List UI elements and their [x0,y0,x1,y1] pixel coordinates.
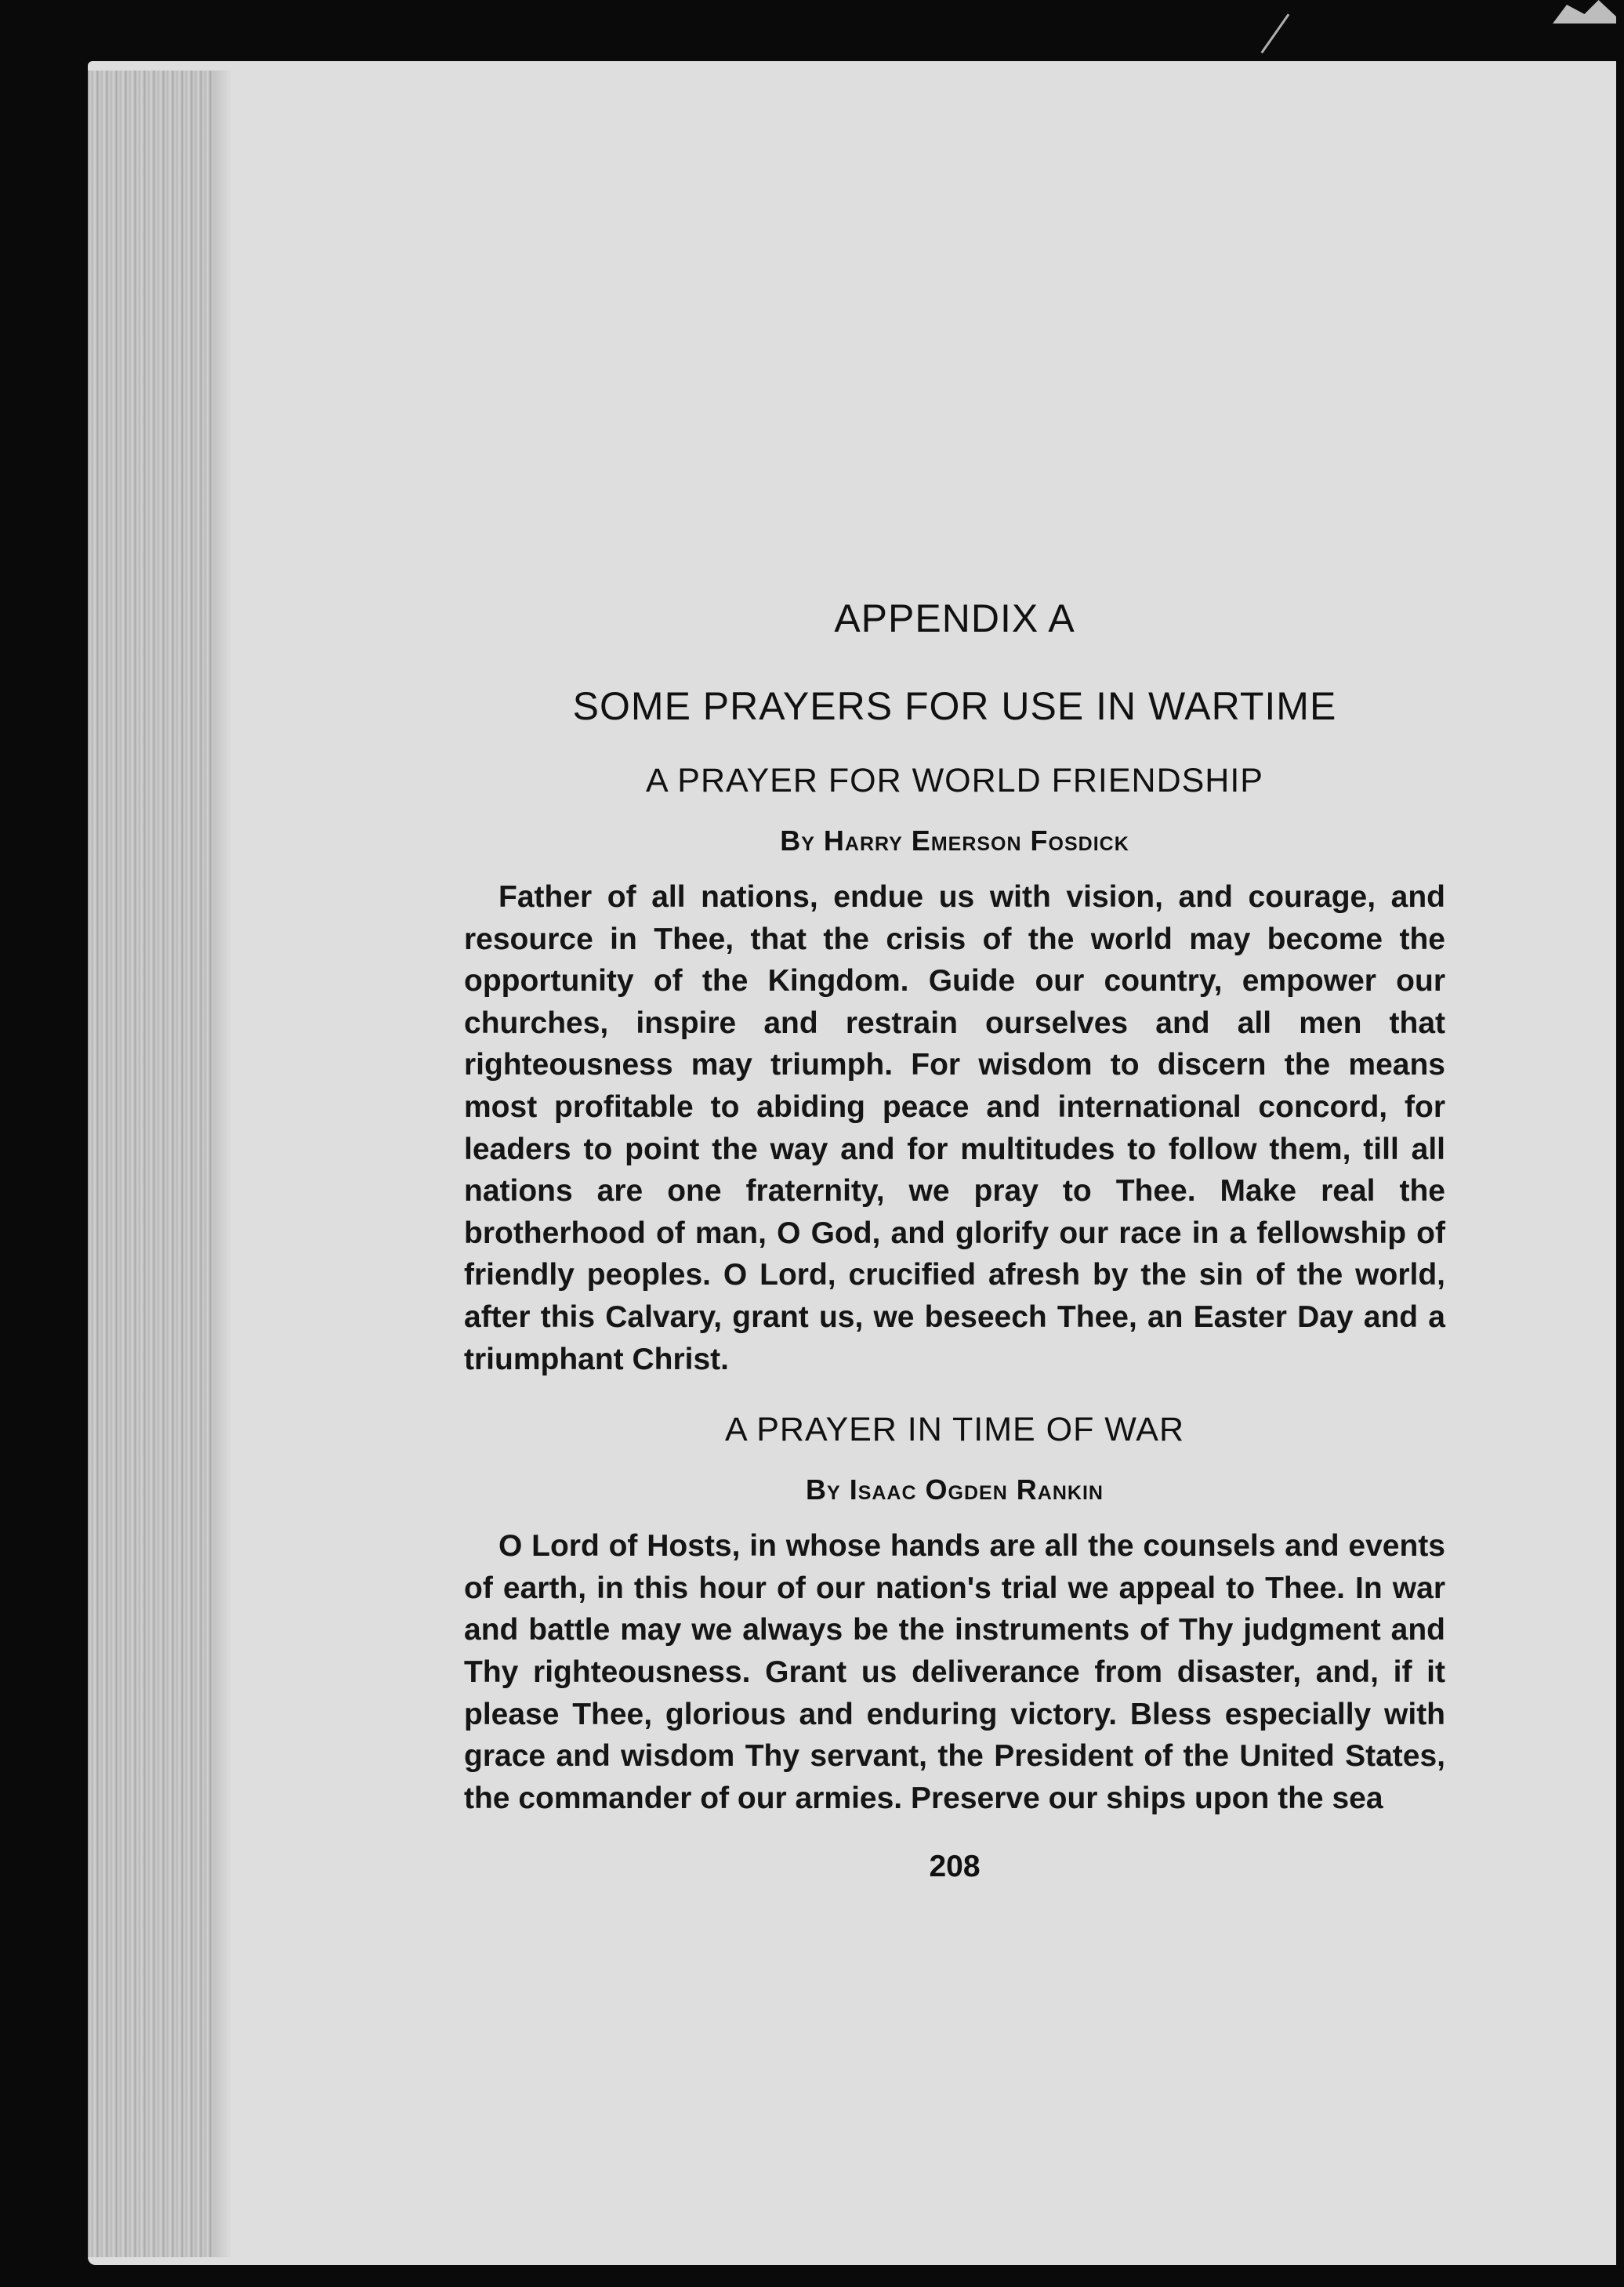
page-number: 208 [929,1850,981,1884]
page-content [464,588,1445,1884]
scan-corner-artifact [1546,0,1616,24]
appendix-heading: APPENDIX A [834,596,1075,640]
prayer-title: A PRAYER FOR WORLD FRIENDSHIP [646,762,1263,799]
page-stack-edge [88,71,213,2257]
prayer-title: A PRAYER IN TIME OF WAR [724,1411,1185,1449]
prayer-text: O Lord of Hosts, in whose hands are all the counsels and events of earth, in this hour of our nation's trial we appeal to Thee. In war and battle may we always be the instruments of Thy judgment and Thy righteousness. Grant us deliverance from disaster, and, if it please Thee, glorious and enduring victory. Bless especially with grace and wisdom Thy servant, the President of the United States, the commander of our armies. Preserve our ships upon the sea [464,1529,1445,1815]
prayer-text: Father of all nations, endue us with vision, and courage, and resource in Thee, that the crisis of the world may become the opportunity of the Kingdom. Guide our country, empower our churches, inspire and restrain ourselves and all men that righteousness may triumph. For wisdom to discern the means most profitable to abiding peace and international concord, for leaders to point the way and for multitudes to follow them, till all nations are one fraternity, we pray to Thee. Make real the brotherhood of man, O God, and glorify our race in a fellowship of friendly peoples. O Lord, crucified afresh by the sin of the world, after this Calvary, grant us, we beseech Thee, an Easter Day and a triumphant Christ. [464,880,1445,1376]
main-title: SOME PRAYERS FOR USE IN WARTIME [572,684,1337,728]
prayer-byline: By Isaac Ogden Rankin [806,1473,1104,1506]
gutter-shadow [213,71,232,2257]
prayer-byline: By Harry Emerson Fosdick [780,825,1129,857]
